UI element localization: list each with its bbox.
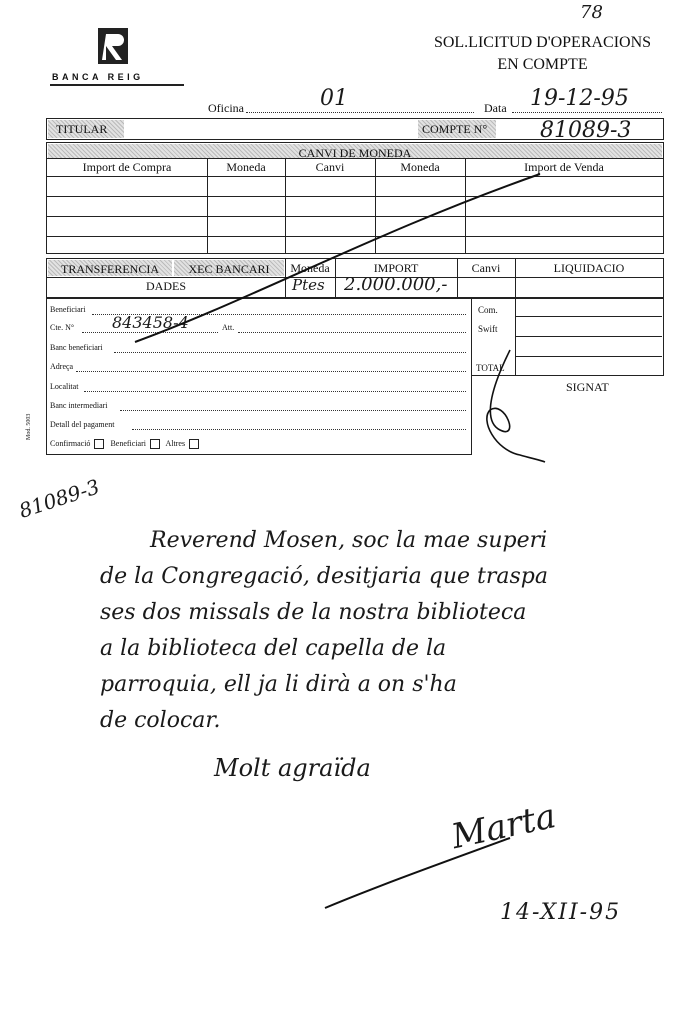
letter-signature: Marta xyxy=(448,796,560,858)
total-label: TOTAL xyxy=(476,363,505,373)
banc-beneficiari-label: Banc beneficiari xyxy=(50,343,103,352)
signature-flourish-path xyxy=(325,838,510,908)
canvi-col-moneda-2: Moneda xyxy=(400,160,440,174)
signat-label: SIGNAT xyxy=(566,380,609,394)
xec-label: XEC BANCARI xyxy=(188,262,270,276)
import-col-label: IMPORT xyxy=(373,261,419,275)
confirmacio-label: Confirmació xyxy=(50,439,91,448)
banc-intermediari-label: Banc intermediari xyxy=(50,401,108,410)
letter-line-3: ses dos missals de la nostra biblioteca xyxy=(100,600,527,625)
localitat-label: Localitat xyxy=(50,382,79,391)
compte-label: COMPTE N° xyxy=(422,122,488,136)
cte-label: Cte. N° xyxy=(50,323,75,332)
canvi-col-import-compra: Import de Compra xyxy=(82,160,172,174)
titular-label: TITULAR xyxy=(56,122,108,136)
transferencia-label: TRANSFERENCIA xyxy=(60,262,159,276)
dades-label: DADES xyxy=(145,279,186,293)
canvi-col-moneda-1: Moneda xyxy=(226,160,266,174)
com-label: Com. xyxy=(478,305,498,315)
beneficiari-check-label: Beneficiari xyxy=(110,439,146,448)
altres-label: Altres xyxy=(165,439,186,448)
canvi-col-label: Canvi xyxy=(471,261,501,275)
import-value: 2.000.000,- xyxy=(344,274,448,295)
oficina-label: Oficina xyxy=(208,101,244,115)
compte-value: 81089-3 xyxy=(540,118,632,143)
adreca-label: Adreça xyxy=(50,362,74,371)
letter-line-5: parroquia, ell ja li dirà a on s'ha xyxy=(100,672,457,697)
oficina-value: 01 xyxy=(320,86,348,111)
moneda-value: Ptes xyxy=(292,276,325,294)
swift-label: Swift xyxy=(478,324,498,334)
att-label: Att. xyxy=(222,323,235,332)
letter-line-2: de la Congregació, desitjaria que traspa xyxy=(100,564,548,589)
corner-note: 78 xyxy=(580,2,603,23)
form-title-line1: SOL.LICITUD D'OPERACIONS xyxy=(433,34,652,51)
letter-line-6: de colocar. xyxy=(100,708,221,733)
data-label: Data xyxy=(484,101,507,115)
moneda-col-label: Moneda xyxy=(290,261,330,275)
detall-label: Detall del pagament xyxy=(50,420,115,429)
bank-name: BANCA REIG xyxy=(52,72,144,82)
letter-closing: Molt agraïda xyxy=(214,754,371,782)
canvi-col-import-venda: Import de Venda xyxy=(524,160,604,174)
side-code: Mod. 5003 xyxy=(26,413,32,440)
beneficiari-label: Beneficiari xyxy=(50,305,86,314)
form-signature xyxy=(487,350,545,462)
cte-value: 843458-4 xyxy=(112,313,189,332)
letter-date: 14-XII-95 xyxy=(500,900,622,925)
margin-note: 81089-3 xyxy=(16,474,103,523)
cancellation-stroke xyxy=(0,0,700,470)
cancellation-line xyxy=(135,174,540,342)
canvi-col-canvi: Canvi xyxy=(315,160,345,174)
canvi-header-label: CANVI DE MONEDA xyxy=(298,146,412,160)
liquidacio-col-label: LIQUIDACIO xyxy=(553,261,625,275)
data-value: 19-12-95 xyxy=(530,86,629,111)
letter-line-1: Reverend Mosen, soc la mae superi xyxy=(150,528,548,553)
form-title-line2: EN COMPTE xyxy=(497,56,588,73)
letter-line-4: a la biblioteca del capella de la xyxy=(100,636,447,661)
